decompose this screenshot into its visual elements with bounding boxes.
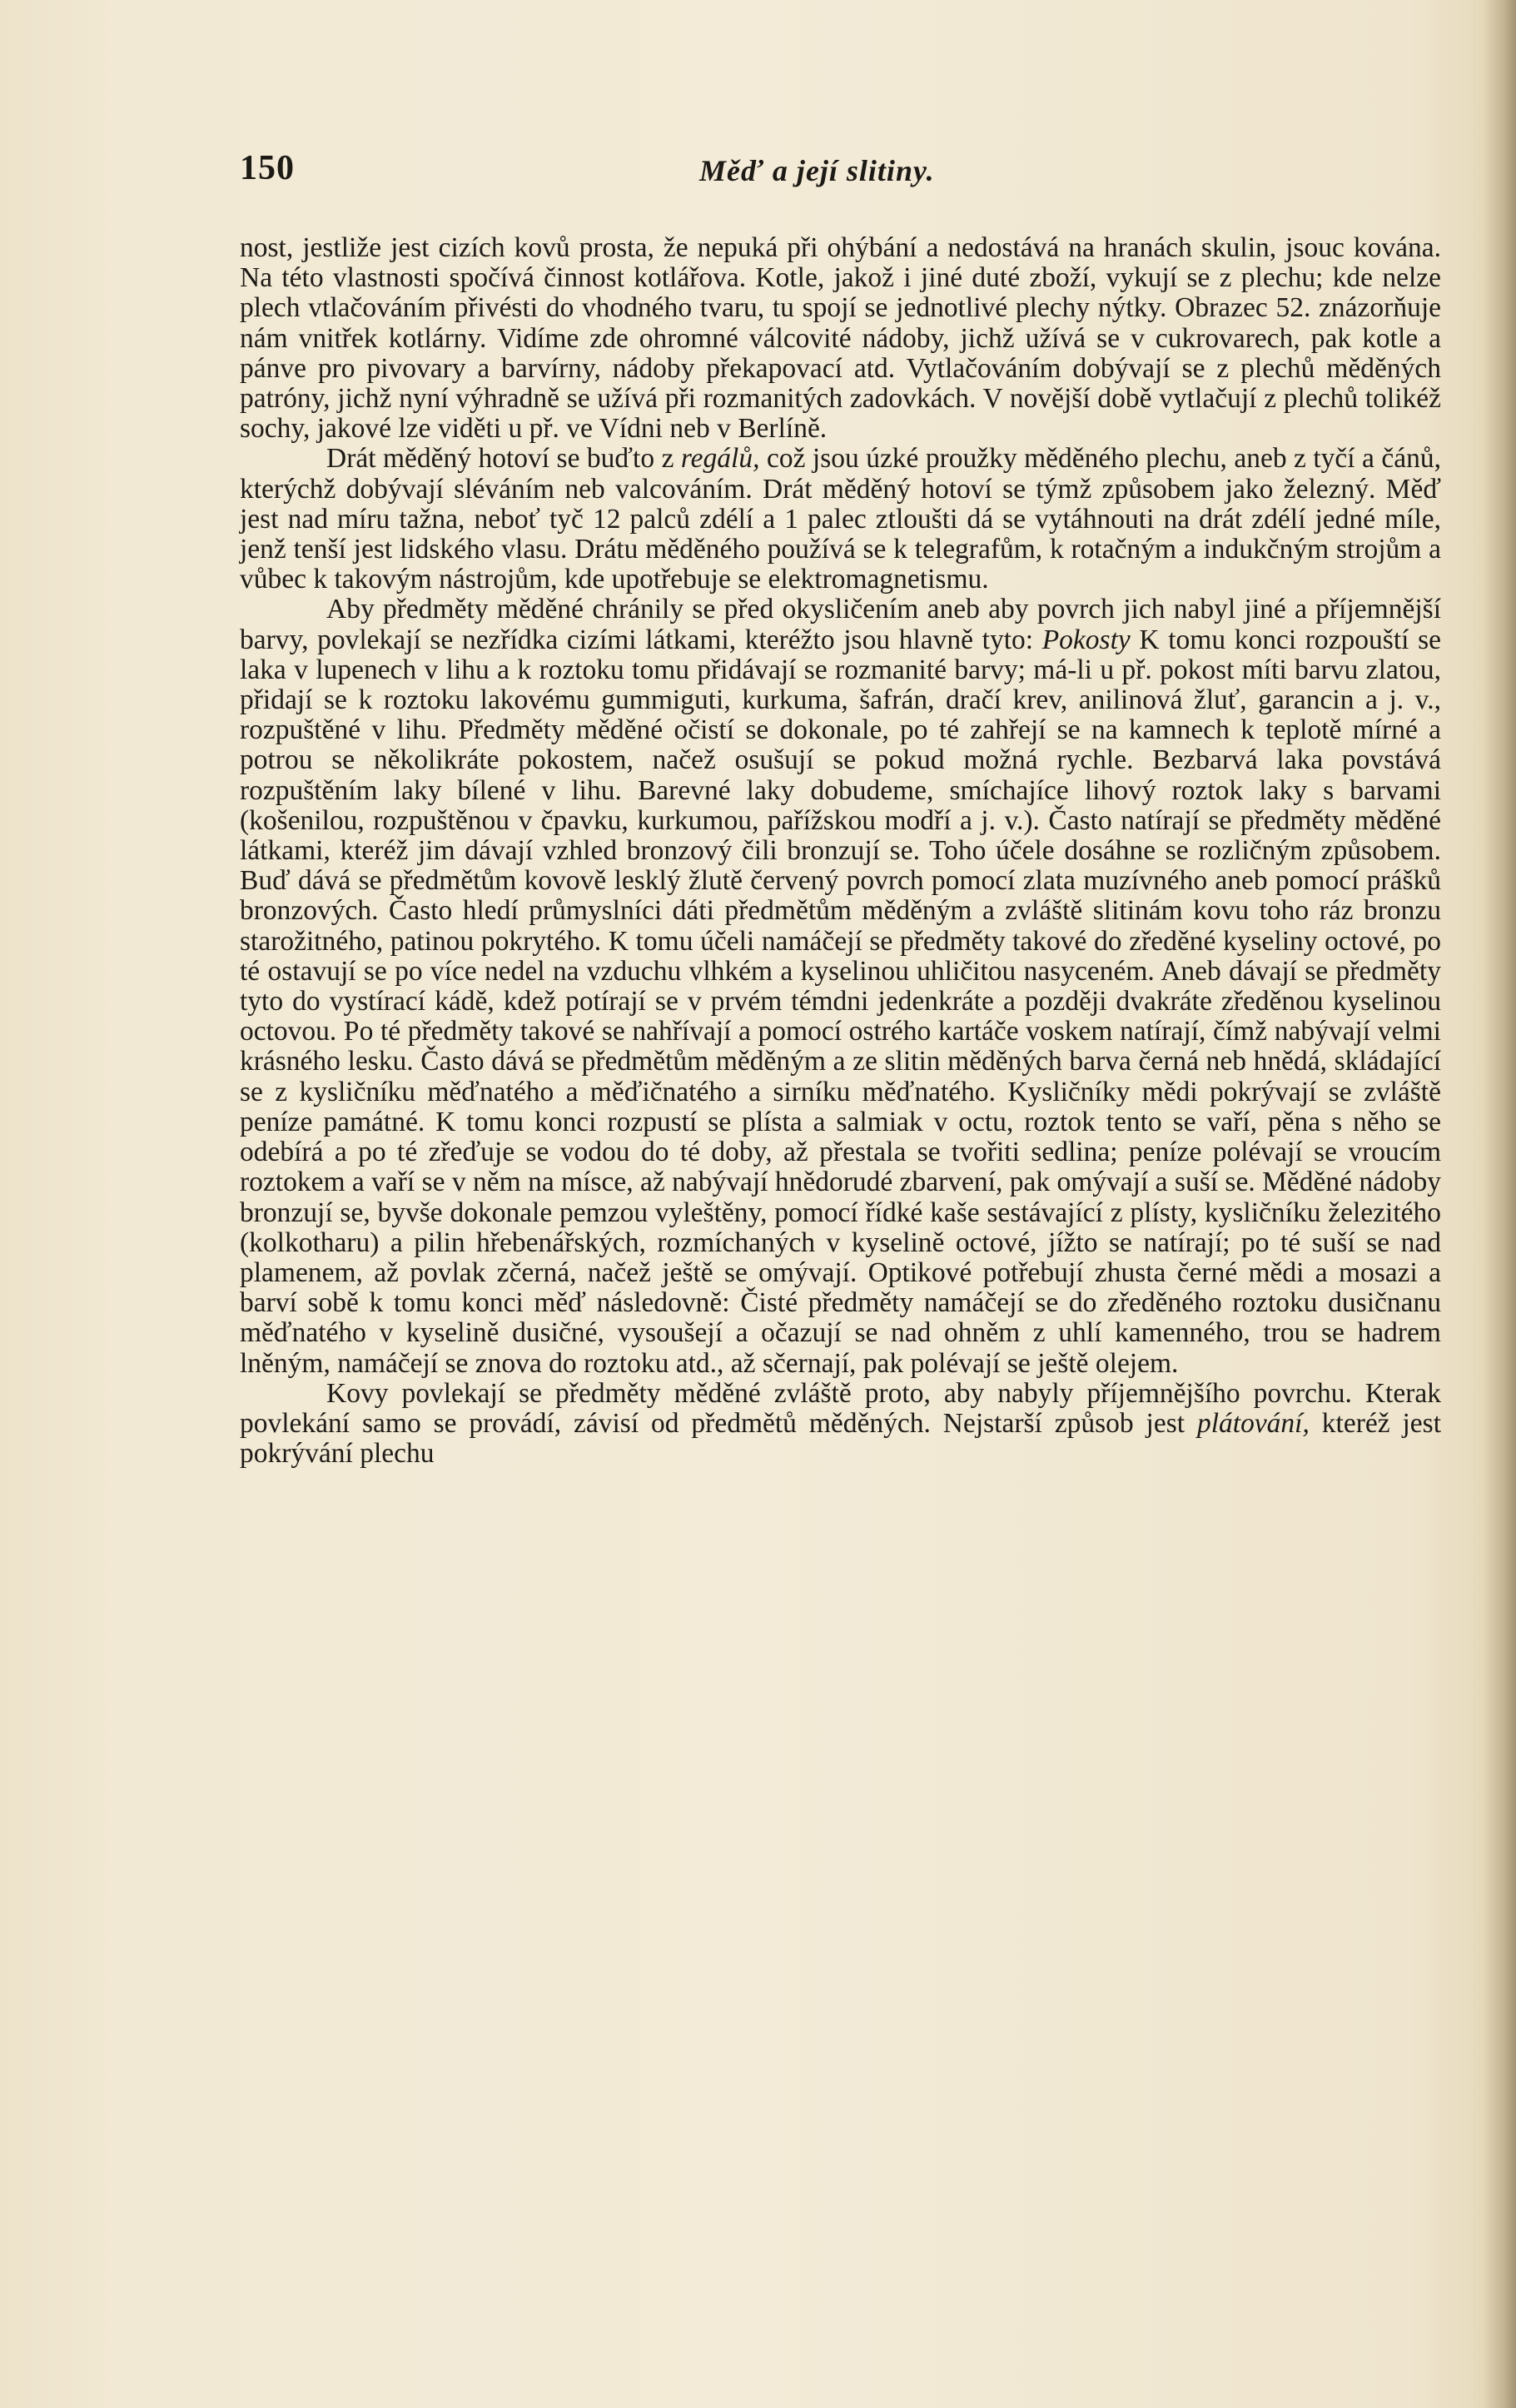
- running-title: Měď a její slitiny.: [699, 154, 935, 187]
- page-edge-shadow: [1483, 0, 1516, 2408]
- paragraph-1: [240, 233, 1441, 444]
- paragraph-4-emphasis: plátování,: [1196, 1407, 1310, 1439]
- paragraph-3-emphasis: Pokosty: [1041, 624, 1131, 655]
- paragraph-3-lead: Aby předměty měděné chránily se před okysličením aneb aby povrch jich nabyl jiné a příjemnější barvy, povlekají se nezřídka cizími látkami, kteréžto jsou hlavně tyto:: [240, 594, 1441, 655]
- paragraph-2: [240, 444, 1441, 595]
- paragraph-1-text: nost, jestliže jest cizích kovů prosta, že nepuká při ohýbání a nedostává na hranách skulin, jsouc kována. Na této vlastnosti spočívá činnost kotlářova. Kotle, jakož i jiné duté zboží, vykují se z plechu; kde nelze plech vtlačováním přivésti do vhodného tvaru, tu spojí se jednotlivé plechy nýtky. Obrazec 52. znázorňuje nám vnitřek kotlárny. Vidíme zde ohromné válcovité nádoby, jichž užívá se v cukrovarech, pak kotle a pánve pro pivovary a barvírny, nádoby překapovací atd. Vytlačováním dobývají se z plechů měděných patróny, jichž nyní výhradně se užívá při rozmanitých zadovkách. V novější době vytlačují z plechů tolikéž sochy, jakové lze viděti u př. ve Vídni neb v Berlíně.: [240, 232, 1441, 445]
- paragraph-3-rest: K tomu konci rozpouští se laka v lupenech v lihu a k roztoku tomu přidávají se rozmanité barvy; má-li u př. pokost míti barvu zlatou, přidají se k roztoku lakovému gummiguti, kurkuma, šafrán, dračí krev, anilinová žluť, garancin a j. v., rozpuštěné v lihu. Předměty měděné očistí se dokonale, po té zahřejí se na kamnech k teplotě mírné a potrou se několikráte pokostem, načež osušují se pokud možná rychle. Bezbarvá laka povstává rozpuštěním laky bílené v lihu. Barevné laky dobudeme, smíchajíce lihový roztok laky s barvami (košenilou, rozpuštěnou v čpavku, kurkumou, pařížskou modří a j. v.). Často natírají se předměty měděné látkami, kteréž jim dávají vzhled bronzový čili bronzují se. Toho účele dosáhne se rozličným způsobem. Buď dává se předmětům kovově lesklý žlutě červený povrch pomocí zlata muzívného aneb pomocí prášků bronzových. Často hledí průmyslníci dáti předmětům měděným a zvláště slitinám kovu toho ráz bronzu starožitného, patinou pokrytého. K tomu účeli namáčejí se předměty takové do zředěné kyseliny octové, po té ostavují se po více nedel na vzduchu vlhkém a kyselinou uhličitou nasyceném. Aneb dávají se předměty tyto do vystírací kádě, kdež potírají se v prvém témdni jedenkráte a později dvakráte zředěnou kyselinou octovou. Po té předměty takové se nahřívají a pomocí ostrého kartáče voskem natírají, čímž nabývají velmi krásného lesku. Často dává se předmětům měděným a ze slitin měděných barva černá neb hnědá, skládající se z kysličníku měďnatého a měďičnatého a sirníku měďnatého. Kysličníky mědi pokrývají se zvláště peníze památné. K tomu konci rozpustí se plísta a salmiak v octu, roztok tento se vaří, pěna s něho se odebírá a po té zřeďuje se vodou do té doby, až přestala se tvořiti sedlina; peníze polévají se vroucím roztokem a vaří se v něm na mísce, až nabývají hnědorudé zbarvení, pak omývají a suší se. Měděné nádoby bronzují se, byvše dokonale pemzou vyleštěny, pomocí řídké kaše sestávající z plísty, kysličníku železitého (kolkotharu) a pilin hřebenářských, rozmíchaných v kyselině octové, jížto se natírají; po té suší se nad plamenem, až povlak zčerná, načež ještě se omývají. Optikové potřebují zhusta černé mědi a mosazi a barví sobě k tomu konci měď následovně: Čisté předměty namáčejí se do zředěného roztoku dusičnanu měďnatého v kyselině dusičné, vysoušejí a očazují se nad ohněm z uhlí kamenného, trou se hadrem lněným, namáčejí se znova do roztoku atd., až sčernají, pak polévají se ještě olejem.: [240, 624, 1441, 1379]
- paragraph-4-lead: Kovy povlekají se předměty měděné zvláště proto, aby nabyly příjemnějšího povrchu. Kterak povlekání samo se provádí, závisí od předmětů měděných. Nejstarší způsob jest: [240, 1377, 1441, 1439]
- page-number: 150: [240, 149, 295, 187]
- paragraph-2-emphasis: regálů,: [680, 443, 760, 475]
- page-header: [240, 148, 1441, 198]
- paragraph-2-rest: což jsou úzké proužky měděného plechu, aneb z tyčí a čánů, kterýchž dobývají sléváním neb valcováním. Drát měděný hotoví se týmž způsobem jako železný. Měď jest nad míru tažna, neboť tyč 12 palců zdélí a 1 palec ztloušti dá se vytáhnouti na drát zdélí jedné míle, jenž tenší jest lidského vlasu. Drátu měděného používá se k telegrafům, k rotačným a indukčným strojům a vůbec k takovým nástrojům, kde upotřebuje se elektromagnetismu.: [240, 443, 1441, 595]
- paragraph-3: [240, 595, 1441, 1378]
- body-text: [240, 233, 1441, 2365]
- paragraph-4: [240, 1379, 1441, 1470]
- paragraph-4-rest: kteréž jest pokrývání plechu: [240, 1407, 1442, 1470]
- paragraph-2-lead: Drát měděný hotoví se buďto z: [326, 443, 681, 475]
